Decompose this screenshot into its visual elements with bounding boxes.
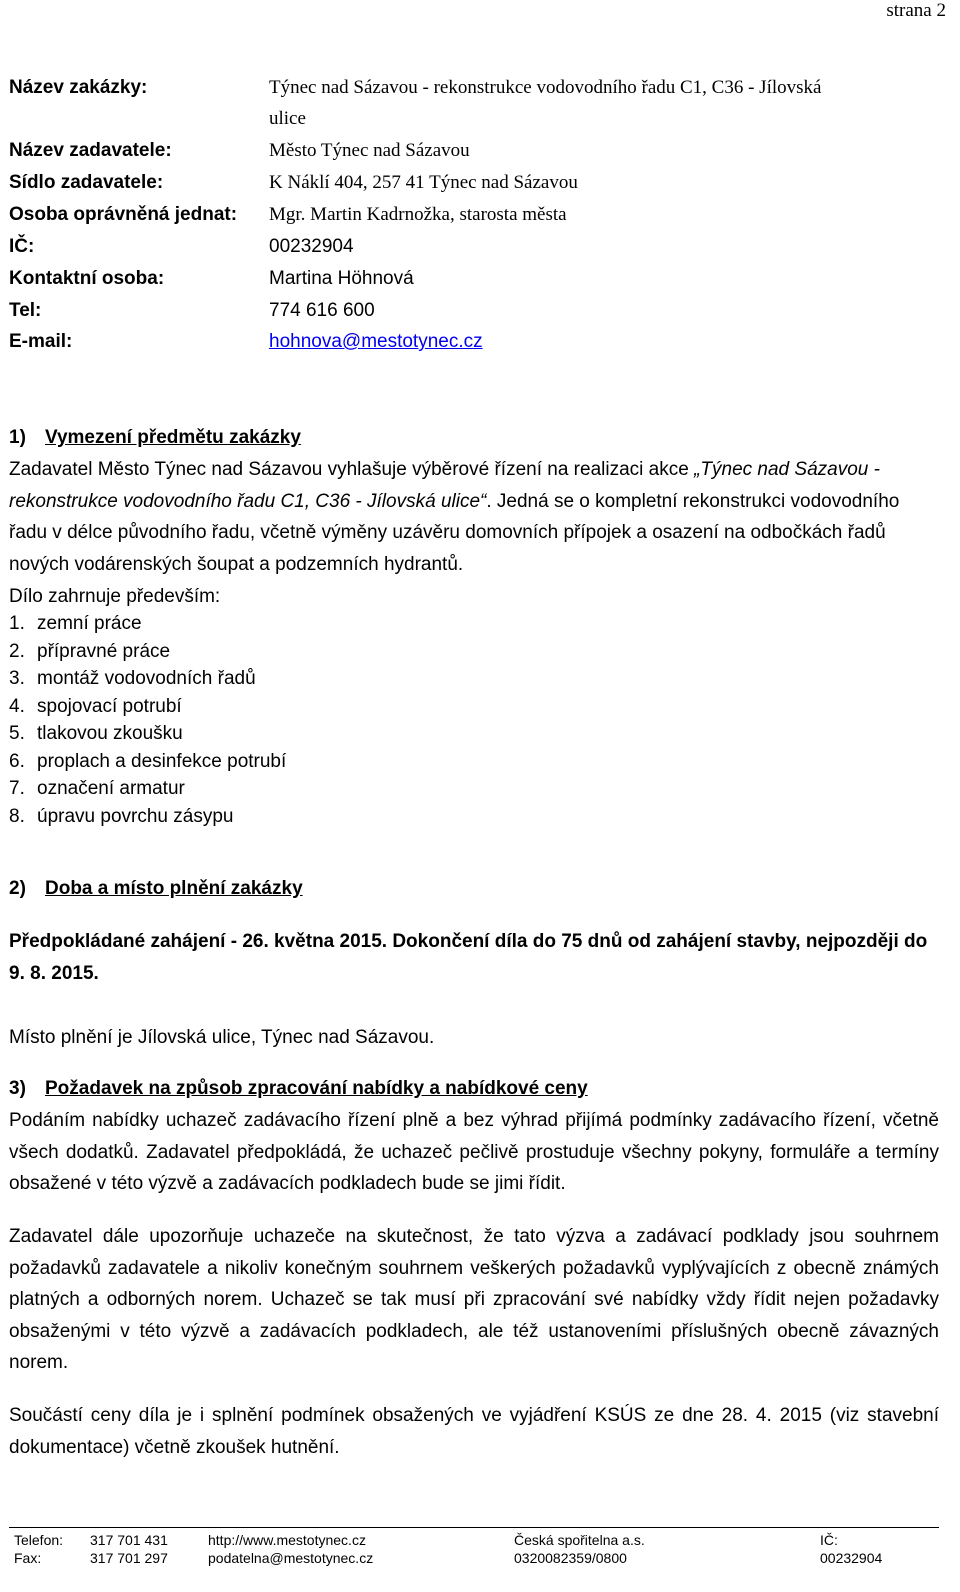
footer-account: 0320082359/0800 xyxy=(514,1550,627,1566)
footer-phone: 317 701 431 xyxy=(90,1532,168,1548)
page-number: strana 2 xyxy=(886,0,946,21)
section3-paragraph-3: Součástí ceny díla je i splnění podmínek obsažených ve vyjádření KSÚS ze dne 28. 4. 2015 (viz stavební dokumentace) včetně zkoušek hutnění. xyxy=(9,1405,939,1458)
footer-fax-label: Fax: xyxy=(14,1550,42,1566)
label-contact-person: Kontaktní osoba: xyxy=(9,268,165,289)
list-item-number: 1. xyxy=(9,613,25,634)
list-item xyxy=(9,775,286,803)
list-item xyxy=(9,803,286,831)
list-item-text: spojovací potrubí xyxy=(37,695,182,717)
list-item-number: 5. xyxy=(9,723,25,744)
value-tender-name-line2: ulice xyxy=(269,108,306,129)
value-phone: 774 616 600 xyxy=(269,300,375,321)
list-item xyxy=(9,720,286,748)
list-intro: Dílo zahrnuje především: xyxy=(9,586,221,607)
list-item xyxy=(9,638,286,666)
label-tender-name: Název zakázky: xyxy=(9,77,148,98)
section2-title: Doba a místo plnění zakázky xyxy=(45,878,303,899)
label-contracting-authority: Název zadavatele: xyxy=(9,140,172,161)
label-phone: Tel: xyxy=(9,300,42,321)
value-contracting-authority: Město Týnec nad Sázavou xyxy=(269,140,470,161)
section3-paragraph-2: Zadavatel dále upozorňuje uchazeče na skutečnost, že tato výzva a zadávací podklady jsou souhrnem požadavků zadavatele a nikoliv konečným souhrnem veškerých požadavků vyplývajících z obecně známých platných a odborných norem. Uchazeč se tak musí při zpracování své nabídky vždy řídit nejen požadavky obsaženými v této výzvě a zadávacích podkladech, ale též ustanoveními příslušných obecně závazných norem. xyxy=(9,1226,939,1373)
footer-website[interactable]: http://www.mestotynec.cz xyxy=(208,1532,366,1548)
section1-number: 1) xyxy=(9,427,26,448)
section1-title: Vymezení předmětu zakázky xyxy=(45,427,301,448)
list-item xyxy=(9,693,286,721)
section2-place: Místo plnění je Jílovská ulice, Týnec nad Sázavou. xyxy=(9,1027,435,1048)
list-item-text: montáž vodovodních řadů xyxy=(37,668,256,689)
footer-ic-label: IČ: xyxy=(820,1532,838,1548)
section2-number: 2) xyxy=(9,878,26,899)
section3-number: 3) xyxy=(9,1078,26,1099)
section2-heading xyxy=(9,878,303,900)
label-seat: Sídlo zadavatele: xyxy=(9,172,164,193)
footer-divider xyxy=(9,1527,939,1528)
list-item-number: 6. xyxy=(9,750,25,772)
section1-heading xyxy=(9,427,301,449)
list-item-number: 3. xyxy=(9,668,25,689)
list-item-number: 7. xyxy=(9,778,25,799)
list-item-text: přípravné práce xyxy=(37,640,171,662)
list-item-number: 2. xyxy=(9,640,25,662)
value-contact-person: Martina Höhnová xyxy=(269,268,414,289)
footer-phone-label: Telefon: xyxy=(14,1532,64,1548)
section2-schedule: Předpokládané zahájení - 26. května 2015. Dokončení díla do 75 dnů od zahájení stavby, nejpozději do 9. 8. 2015. xyxy=(9,931,928,984)
list-item-text: úpravu povrchu zásypu xyxy=(37,805,234,827)
section3-heading xyxy=(9,1078,588,1100)
work-list xyxy=(9,610,286,830)
label-ic: IČ: xyxy=(9,236,35,257)
section3-paragraph-1: Podáním nabídky uchazeč zadávacího řízení plně a bez výhrad přijímá podmínky zadávacího řízení, včetně všech dodatků. Zadavatel předpokládá, že uchazeč pečlivě prostuduje všechny pokyny, formuláře a termíny obsažené v této výzvě a zadávacích podkladech bude se jimi řídit. xyxy=(9,1110,939,1194)
list-item-text: tlakovou zkoušku xyxy=(37,723,183,744)
value-authorized-person: Mgr. Martin Kadrnožka, starosta města xyxy=(269,204,567,225)
list-item xyxy=(9,610,286,638)
list-item-text: proplach a desinfekce potrubí xyxy=(37,750,287,772)
list-item xyxy=(9,665,286,693)
section1-para-part1: Zadavatel Město Týnec nad Sázavou vyhlašuje výběrové řízení na realizaci akce xyxy=(9,459,695,480)
footer-fax: 317 701 297 xyxy=(90,1550,168,1566)
list-item-text: označení armatur xyxy=(37,778,185,799)
footer-ic: 00232904 xyxy=(820,1550,883,1566)
section1-para-project-name: „Týnec nad Sázavou - rekonstrukce vodovodního řadu C1, C36 - Jílovská ulice“ xyxy=(9,459,880,512)
email-value-wrap xyxy=(269,331,483,353)
section3-title: Požadavek na způsob zpracování nabídky a nabídkové ceny xyxy=(45,1078,588,1099)
section1-paragraph xyxy=(9,454,939,580)
list-item-number: 8. xyxy=(9,805,25,827)
section1-para-part2: . Jedná se o kompletní rekonstrukci vodovodního řadu v délce původního řadu, včetně výměny uzávěru domovních přípojek a osazení na odbočkách řadů nových vodárenských šoupat a podzemních hydrantů. xyxy=(9,490,900,575)
list-item-text: zemní práce xyxy=(37,613,142,634)
label-email: E-mail: xyxy=(9,331,73,352)
footer-email[interactable]: podatelna@mestotynec.cz xyxy=(208,1550,374,1566)
list-item-number: 4. xyxy=(9,695,25,717)
list-item xyxy=(9,748,286,776)
label-authorized-person: Osoba oprávněná jednat: xyxy=(9,204,238,225)
email-link[interactable]: hohnova@mestotynec.cz xyxy=(269,331,483,352)
footer-bank: Česká spořitelna a.s. xyxy=(514,1532,645,1548)
value-tender-name-line1: Týnec nad Sázavou - rekonstrukce vodovodního řadu C1, C36 - Jílovská xyxy=(269,77,822,98)
value-seat: K Náklí 404, 257 41 Týnec nad Sázavou xyxy=(269,172,578,193)
value-ic: 00232904 xyxy=(269,236,354,257)
